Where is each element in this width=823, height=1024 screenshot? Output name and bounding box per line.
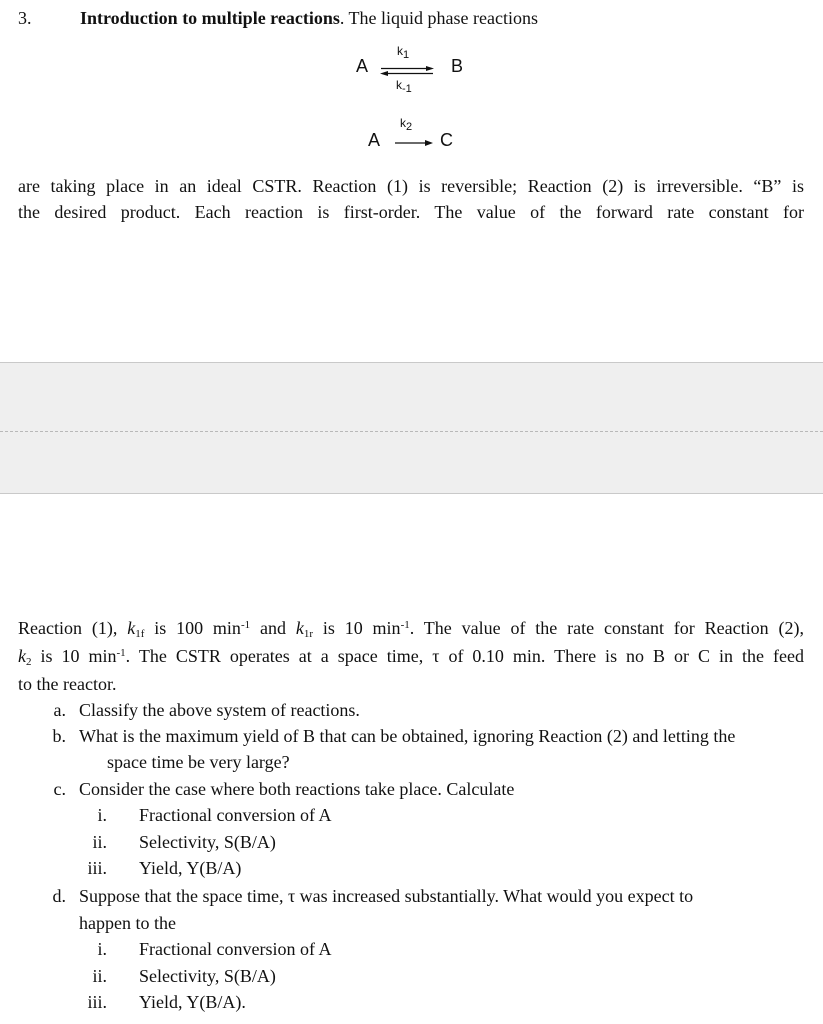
k1r-sub: 1r (303, 628, 313, 640)
paragraph-2-line-1 (18, 615, 804, 641)
p2-l1e: . The value of the rate constant for Reaction (2), (409, 618, 804, 638)
item-d-ii-marker: ii. (92, 966, 107, 986)
paragraph-2-line-3: to the reactor. (18, 674, 117, 694)
item-b-text-line-1: What is the maximum yield of B that can be obtained, ignoring Reaction (2) and letting the (79, 726, 736, 746)
item-b-marker: b. (52, 726, 66, 746)
p2-l2b: . The CSTR operates at a space time, τ of 0.10 min. There is no B or C in the feed (125, 646, 804, 666)
item-d-iii-text: Yield, Y(B/A). (139, 992, 246, 1012)
k-forward-symbol: k (397, 44, 403, 58)
item-c-text: Consider the case where both reactions take place. Calculate (79, 779, 515, 799)
paragraph-2-line-2 (18, 643, 804, 669)
item-d-text-line-1: Suppose that the space time, τ was increased substantially. What would you expect to (79, 886, 694, 906)
paragraph-1-line-2: the desired product. Each reaction is first-order. The value of the forward rate constant for (18, 202, 804, 222)
p2-l1c: and (250, 618, 296, 638)
item-c-i-text: Fractional conversion of A (139, 805, 332, 825)
k2-inline-sub: 2 (26, 656, 32, 668)
k2-inline-symbol: k (18, 646, 26, 666)
item-c-ii-marker: ii. (92, 832, 107, 852)
item-d-i-marker: i. (97, 939, 107, 959)
unit-exponent-2: -1 (400, 619, 410, 631)
p2-l1b: is 100 min (144, 618, 241, 638)
unit-exponent-3: -1 (116, 647, 126, 659)
paragraph-1-line-1: are taking place in an ideal CSTR. Reaction (1) is reversible; Reaction (2) is irreversible. “B” is (18, 176, 804, 196)
item-d-marker: d. (52, 886, 66, 906)
item-d-i-text: Fractional conversion of A (139, 939, 332, 959)
question-title-bold: Introduction to multiple reactions (80, 8, 340, 28)
item-c-marker: c. (53, 779, 66, 799)
page-break-dashed-line (0, 431, 823, 432)
item-a-text: Classify the above system of reactions. (79, 700, 360, 720)
question-title-rest: . The liquid phase reactions (339, 8, 538, 28)
reaction-1-reactant: A (356, 56, 369, 76)
k1r-symbol: k (295, 618, 304, 638)
k-reverse-symbol: k (396, 78, 402, 92)
question-number: 3. (18, 8, 32, 28)
k1f-symbol: k (127, 618, 136, 638)
reaction-2-k (400, 116, 413, 133)
reaction-2-product: C (440, 130, 453, 150)
page-break-gap (0, 362, 823, 494)
p2-l1d: is 10 min (312, 618, 401, 638)
k-reverse-sub: -1 (402, 83, 412, 95)
reaction-1-product: B (451, 56, 464, 76)
k2-sub: 2 (406, 121, 413, 133)
reaction-2-reactant: A (368, 130, 381, 150)
reaction-2 (360, 114, 470, 158)
k1f-sub: 1f (135, 628, 145, 640)
item-d-ii-text: Selectivity, S(B/A) (139, 966, 276, 986)
reaction-1-k-reverse (396, 78, 412, 95)
question-title (80, 8, 538, 29)
item-c-ii-text: Selectivity, S(B/A) (139, 832, 276, 852)
reaction-1 (340, 44, 480, 100)
unit-exponent-1: -1 (240, 619, 251, 631)
item-d-text-line-2: happen to the (79, 913, 176, 933)
item-c-iii-text: Yield, Y(B/A) (139, 858, 242, 878)
item-c-iii-marker: iii. (87, 858, 107, 878)
p2-l2a: is 10 min (31, 646, 117, 666)
k2-symbol: k (400, 116, 406, 130)
item-c-i-marker: i. (97, 805, 107, 825)
item-a-marker: a. (53, 700, 66, 720)
item-b-text-line-2: space time be very large? (107, 752, 290, 772)
item-d-iii-marker: iii. (87, 992, 107, 1012)
reaction-1-k-forward (397, 44, 410, 61)
p2-l1a: Reaction (1), (18, 618, 128, 638)
equilibrium-arrow-icon (379, 64, 435, 78)
forward-arrow-icon (394, 138, 434, 148)
k-forward-sub: 1 (403, 49, 410, 61)
